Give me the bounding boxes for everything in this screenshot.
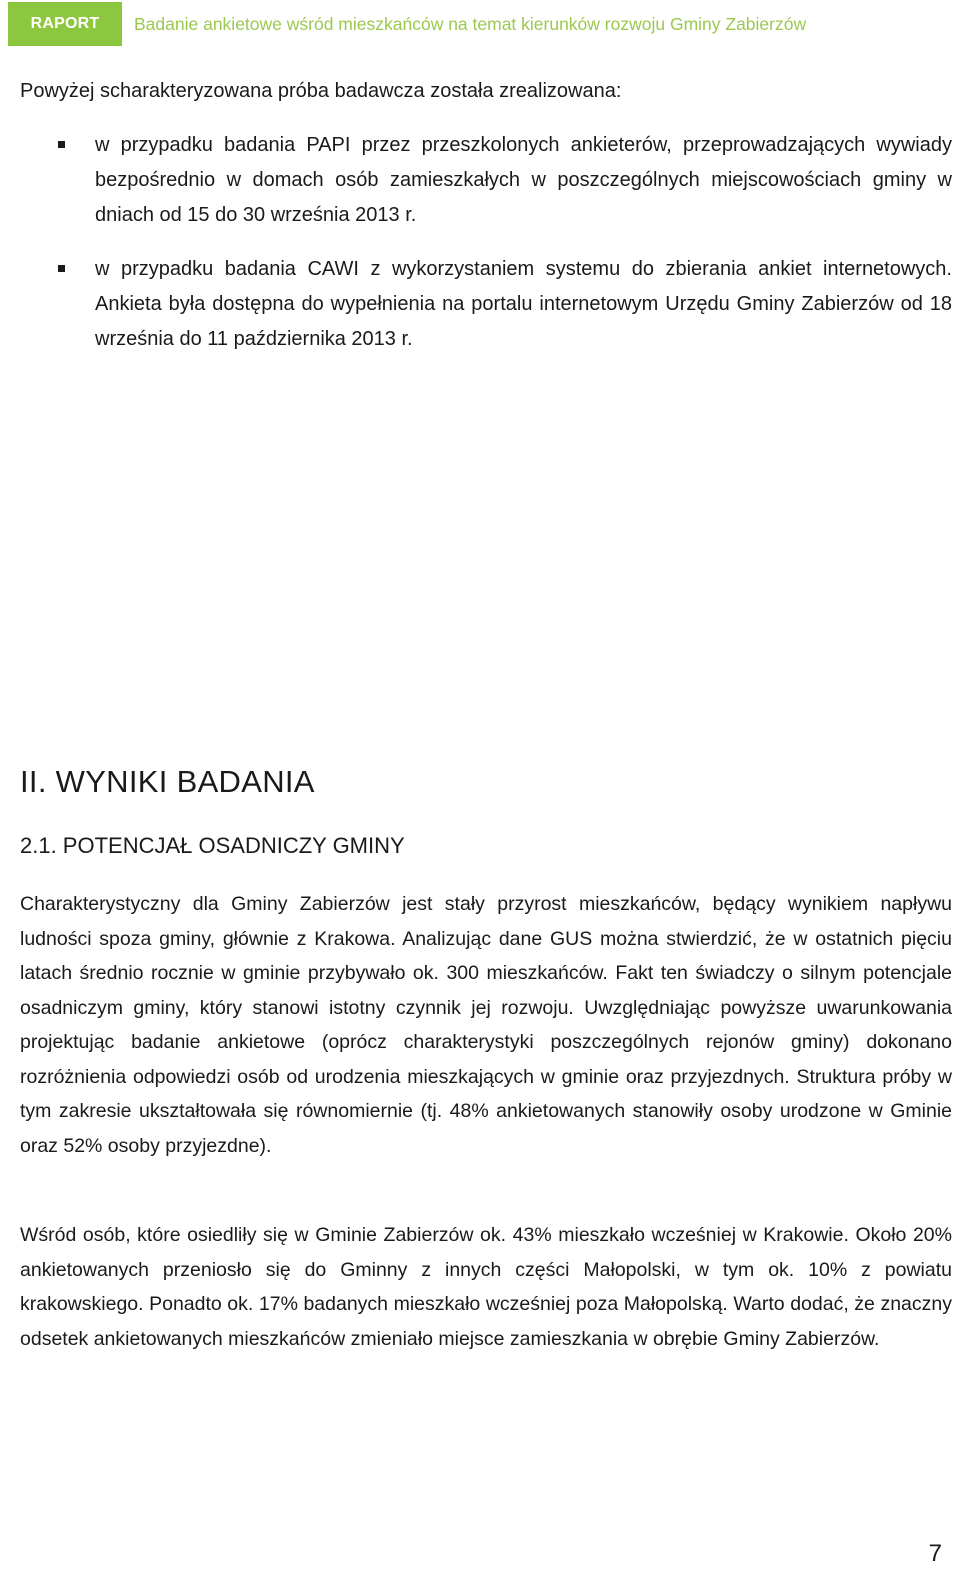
list-item (20, 252, 952, 357)
page-header (8, 2, 806, 46)
bullet-text: w przypadku badania PAPI przez przeszkolonych ankieterów, przeprowadzających wywiady bezpośrednio w domach osób zamieszkałych w poszczególnych miejscowościach gminy w dniach od 15 do 30 września 2013 r. (95, 134, 952, 226)
square-bullet-icon (58, 265, 65, 272)
header-title: Badanie ankietowe wśród mieszkańców na temat kierunków rozwoju Gminy Zabierzów (134, 13, 807, 34)
section-heading: II. WYNIKI BADANIA (20, 764, 315, 799)
body-paragraph: Charakterystyczny dla Gminy Zabierzów jest stały przyrost mieszkańców, będący wynikiem napływu ludności spoza gminy, głównie z Krakowa. Analizując dane GUS można stwierdzić, że w ostatnich pięciu latach średnio rocznie w gminie przybywało ok. 300 mieszkańców. Fakt ten świadczy o silnym potencjale osadniczym gminy, który stanowi istotny czynnik jej rozwoju. Uwzględniając powyższe uwarunkowania projektując badanie ankietowe (oprócz charakterystyki poszczególnych rejonów gminy) dokonano rozróżnienia odpowiedzi osób od urodzenia mieszkających w gminie oraz przyjezdnych. Struktura próby w tym zakresie ukształtowała się równomiernie (tj. 48% ankietowanych stanowiły osoby urodzone w Gminie oraz 52% osoby przyjezdne). (20, 893, 952, 1157)
intro-paragraph: Powyżej scharakteryzowana próba badawcza została zrealizowana: (20, 80, 622, 102)
page-number: 7 (928, 1540, 942, 1567)
report-badge: RAPORT (8, 2, 122, 46)
bullet-list (20, 128, 952, 376)
body-paragraph: Wśród osób, które osiedliły się w Gminie Zabierzów ok. 43% mieszkało wcześniej w Krakowie. Około 20% ankietowanych przeniosło się do Gminny z innych części Małopolski, w tym ok. 10% z powiatu krakowskiego. Ponadto ok. 17% badanych mieszkało wcześniej poza Małopolską. Warto dodać, że znaczny odsetek ankietowanych mieszkańców zmieniało miejsce zamieszkania w obrębie Gminy Zabierzów. (20, 1224, 952, 1350)
bullet-text: w przypadku badania CAWI z wykorzystaniem systemu do zbierania ankiet internetowych. Ankieta była dostępna do wypełnienia na portalu internetowym Urzędu Gminy Zabierzów od 18 września do 11 października 2013 r. (95, 258, 952, 350)
square-bullet-icon (58, 141, 65, 148)
subsection-heading: 2.1. POTENCJAŁ OSADNICZY GMINY (20, 833, 405, 858)
list-item (20, 128, 952, 233)
